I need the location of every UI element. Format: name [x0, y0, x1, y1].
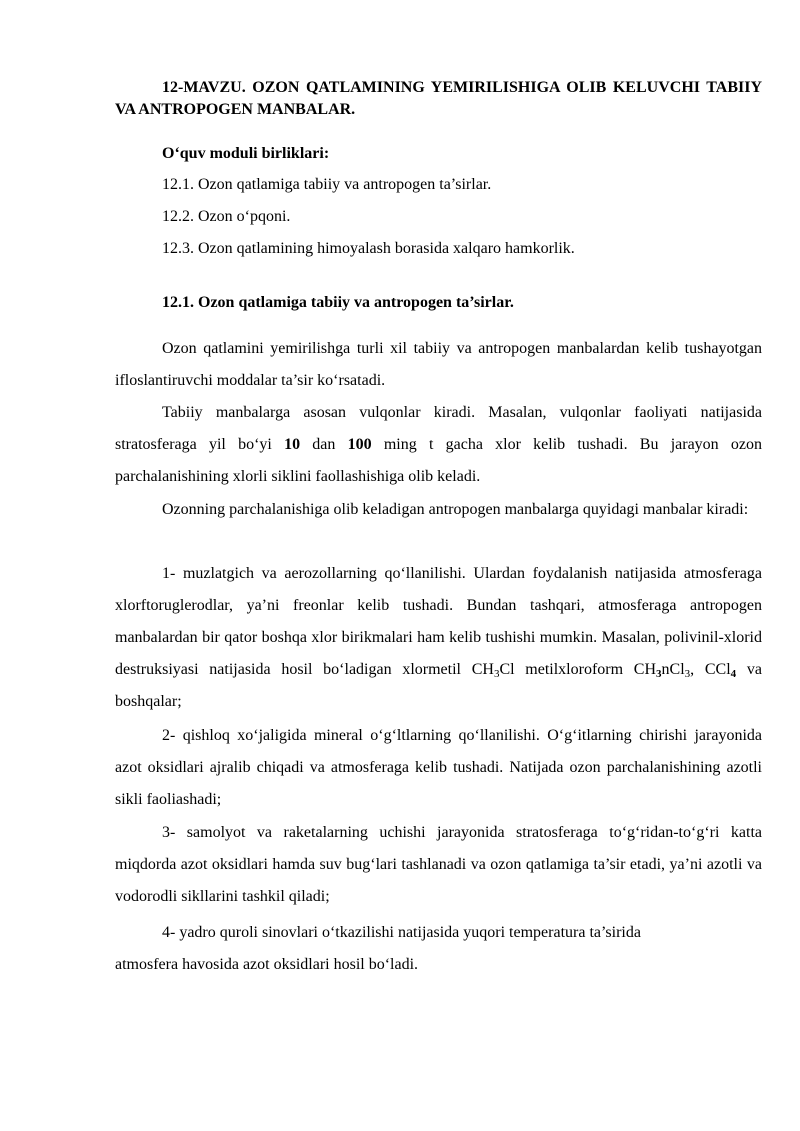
paragraph-7-line-1: 4- yadro quroli sinovlari o‘tkazilishi natijasida yuqori temperatura ta’sirida: [162, 924, 641, 941]
paragraph-2-text-b: dan: [300, 436, 348, 453]
module-unit-2: 12.2. Ozon o‘pqoni.: [162, 208, 291, 225]
module-unit-3: 12.3. Ozon qatlamining himoyalash borasida xalqaro hamkorlik.: [162, 240, 575, 257]
paragraph-4-text-e: va boshqalar;: [115, 661, 763, 710]
paragraph-7-line-2: atmosfera havosida azot oksidlari hosil bo‘ladi.: [115, 956, 419, 973]
paragraph-4: [115, 558, 762, 718]
paragraph-4-sub-2: 3: [656, 668, 662, 680]
section-heading: 12.1. Ozon qatlamiga tabiiy va antropogen ta’sirlar.: [162, 294, 514, 311]
paragraph-6: 3- samolyot va raketalarning uchishi jarayonida stratosferaga to‘g‘ridan-to‘g‘ri katta miqdorda azot oksidlari hamda suv bug‘lari tashlanadi va ozon qatlamiga ta’sir etadi, ya’ni azotli va vodorodli sikllarini tashkil qiladi;: [115, 824, 762, 905]
paragraph-4-sub-4: 4: [730, 668, 737, 680]
paragraph-5: 2- qishloq xo‘jaligida mineral o‘g‘ltlarning qo‘llanilishi. O‘g‘itlarning chirishi jarayonida azot oksidlari ajralib chiqadi va atmosferaga kelib tushadi. Natijada ozon parchalanishining azotli sikli faoliashadi;: [115, 727, 762, 808]
paragraph-4-text-b: Cl metilxloroform CH: [499, 661, 657, 678]
paragraph-4-text-c: nCl: [661, 661, 685, 678]
paragraph-1: Ozon qatlamini yemirilishga turli xil tabiiy va antropogen manbalardan kelib tushayotgan ifloslantiruvchi moddalar ta’sir ko‘rsatadi.: [115, 340, 762, 389]
paragraph-4-sub-1: 3: [493, 668, 500, 680]
paragraph-2: [115, 397, 762, 493]
paragraph-2-text-c: ming t gacha xlor kelib tushadi. Bu jarayon ozon parchalanishining xlorli siklini faollashishiga olib keladi.: [115, 436, 762, 485]
paragraph-4-sub-3: 3: [684, 668, 691, 680]
paragraph-4-text-d: , CCl: [690, 661, 731, 678]
page-title: 12-MAVZU. OZON QATLAMINING YEMIRILISHIGA OLIB KELUVCHI TABIIY VA ANTROPOGEN MANBALAR.: [115, 79, 762, 118]
module-unit-1: 12.1. Ozon qatlamiga tabiiy va antropogen ta’sirlar.: [162, 176, 492, 193]
module-heading: O‘quv moduli birliklari:: [162, 145, 330, 162]
paragraph-2-number-10: 10: [284, 436, 301, 453]
paragraph-2-number-100: 100: [347, 436, 372, 453]
paragraph-3: Ozonning parchalanishiga olib keladigan antropogen manbalarga quyidagi manbalar kiradi:: [162, 501, 749, 518]
paragraph-4-text-a: 1- muzlatgich va aerozollarning qo‘llanilishi. Ulardan foydalanish natijasida atmosferaga xlorftoruglerodlar, ya’ni freonlar kelib tushadi. Bundan tashqari, atmosferaga antropogen manbalardan bir qator boshqa xlor birikmalari ham kelib tushishi mumkin. Masalan, polivinil-xlorid destruksiyasi natijasida hosil bo‘ladigan xlormetil CH: [115, 565, 762, 678]
paragraph-2-text-a: Tabiiy manbalarga asosan vulqonlar kiradi. Masalan, vulqonlar faoliyati natijasida stratosferaga yil bo‘yi: [115, 404, 762, 453]
